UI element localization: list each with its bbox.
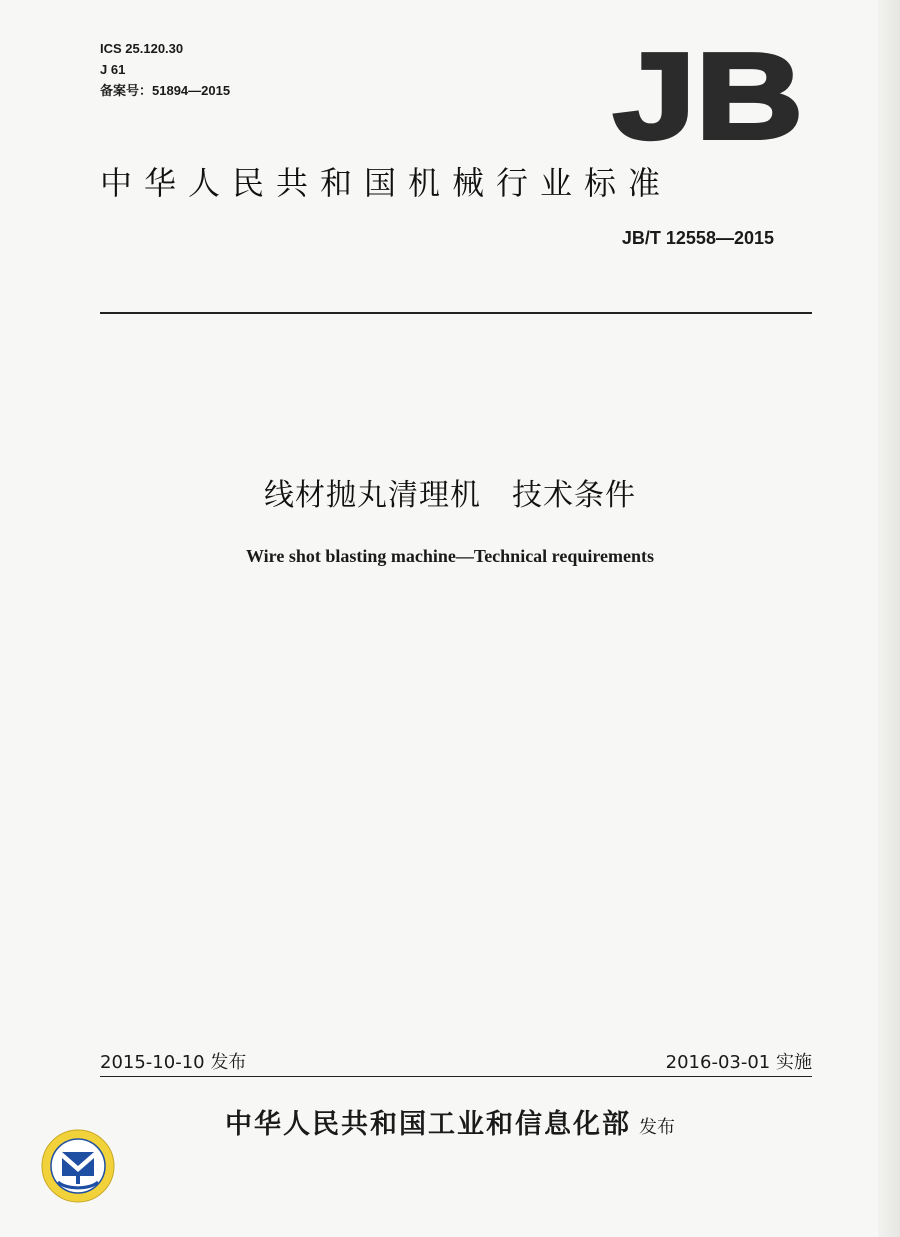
publisher-seal-icon (40, 1128, 116, 1204)
header-title: 中华人民共和国机械行业标准 (100, 164, 673, 202)
implementation-date: 2016-03-01 实施 (665, 1052, 812, 1073)
issue-date: 2015-10-10 发布 (100, 1052, 247, 1073)
publisher-name: 中华人民共和国工业和信息化部 (225, 1109, 631, 1140)
classification-block (100, 38, 230, 101)
standard-number: JB/T 12558—2015 (621, 228, 774, 248)
header-divider (100, 312, 812, 314)
publisher-line (0, 1102, 900, 1141)
ccs-code: J 61 (100, 62, 126, 77)
jb-logo-text: JB (613, 40, 803, 150)
ics-code: ICS 25.120.30 (100, 41, 184, 56)
publisher-suffix: 发布 (639, 1117, 675, 1138)
filing-number: 备案号：51894—2015 (100, 83, 231, 98)
page-edge-shadow (878, 0, 900, 1237)
document-title-en: Wire shot blasting machine—Technical requirements (245, 546, 655, 566)
document-title-cn: 线材抛丸清理机 技术条件 (264, 478, 636, 513)
footer-divider (100, 1076, 812, 1077)
jb-logo (608, 40, 808, 150)
